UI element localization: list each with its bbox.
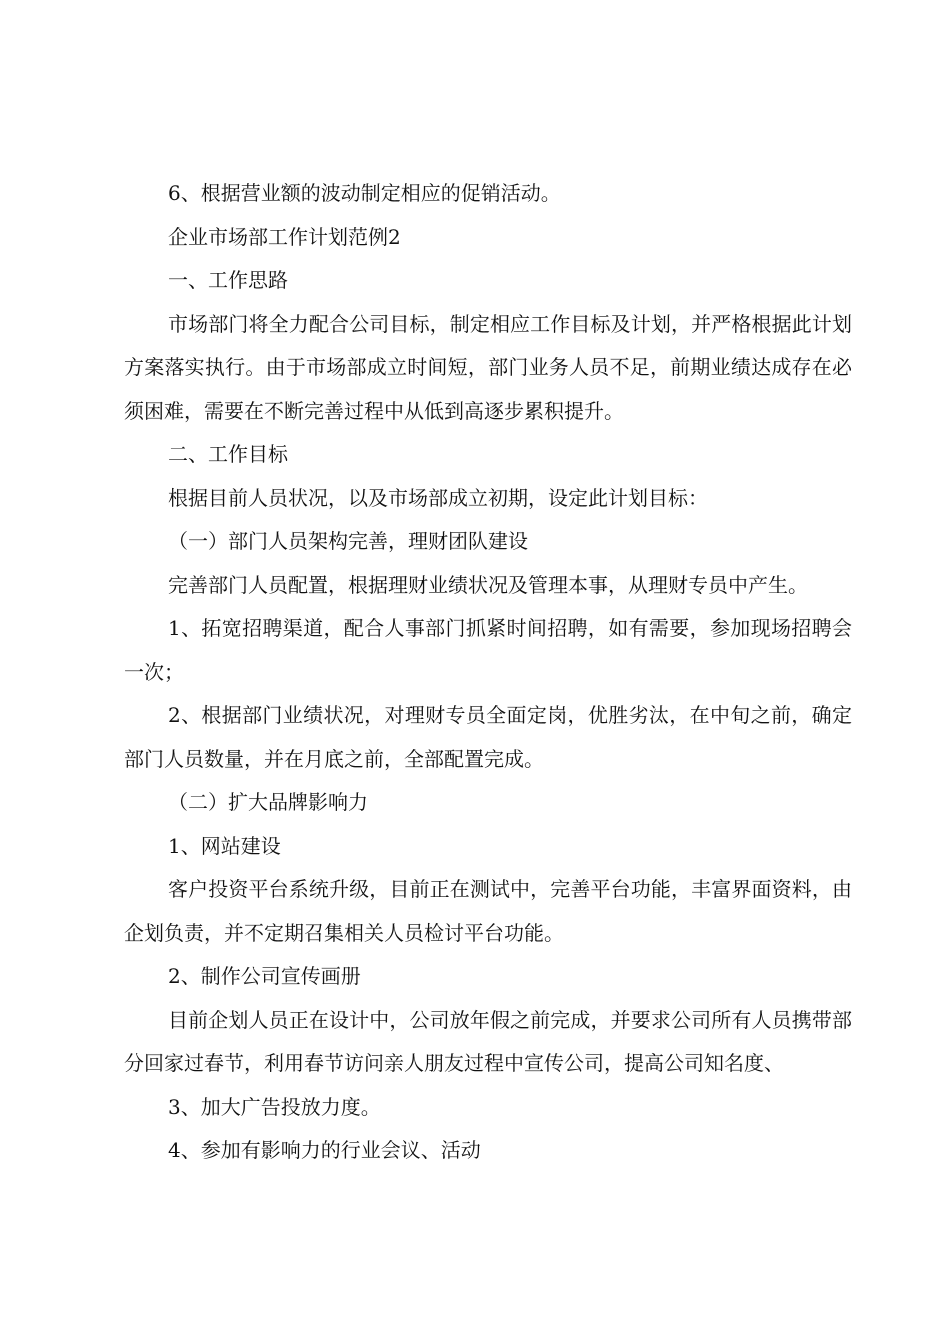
- section-title: 企业市场部工作计划范例2: [168, 224, 401, 249]
- paragraph-brochure: 目前企划人员正在设计中，公司放年假之前完成，并要求公司所有人员携带部分回家过春节，利用春节访问亲人朋友过程中宣传公司，提高公司知名度、: [124, 1007, 852, 1075]
- list-item-recruiting: 1、拓宽招聘渠道，配合人事部门抓紧时间招聘，如有需要，参加现场招聘会一次；: [124, 616, 852, 684]
- paragraph-work-approach: 市场部门将全力配合公司目标，制定相应工作目标及计划，并严格根据此计划方案落实执行。由于市场部成立时间短，部门业务人员不足，前期业绩达成存在必须困难，需要在不断完善过程中从低到高逐步累积提升。: [124, 311, 852, 423]
- heading-work-goals: 二、工作目标: [168, 442, 288, 466]
- paragraph-goal-intro: 根据目前人员状况，以及市场部成立初期，设定此计划目标：: [168, 485, 708, 510]
- list-item-advertising: 3、加大广告投放力度。: [168, 1094, 381, 1119]
- list-item-positioning: 2、根据部门业绩状况，对理财专员全面定岗，优胜劣汰，在中旬之前，确定部门人员数量，并在月底之前，全部配置完成。: [124, 703, 852, 771]
- paragraph-website: 客户投资平台系统升级，目前正在测试中，完善平台功能，丰富界面资料，由企划负责，并不定期召集相关人员检讨平台功能。: [124, 877, 852, 945]
- document-body: [124, 172, 852, 1173]
- paragraph-staffing: 完善部门人员配置，根据理财业绩状况及管理本事，从理财专员中产生。: [168, 572, 808, 597]
- subheading-team-building: （一）部门人员架构完善，理财团队建设: [168, 529, 528, 553]
- subheading-brand-influence: （二）扩大品牌影响力: [168, 790, 368, 814]
- heading-work-approach: 一、工作思路: [168, 268, 288, 292]
- paragraph-promotion: 6、根据营业额的波动制定相应的促销活动。: [168, 181, 561, 205]
- list-item-industry-events: 4、参加有影响力的行业会议、活动: [168, 1138, 481, 1162]
- list-item-brochure: 2、制作公司宣传画册: [168, 964, 361, 988]
- list-item-website: 1、网站建设: [168, 833, 281, 858]
